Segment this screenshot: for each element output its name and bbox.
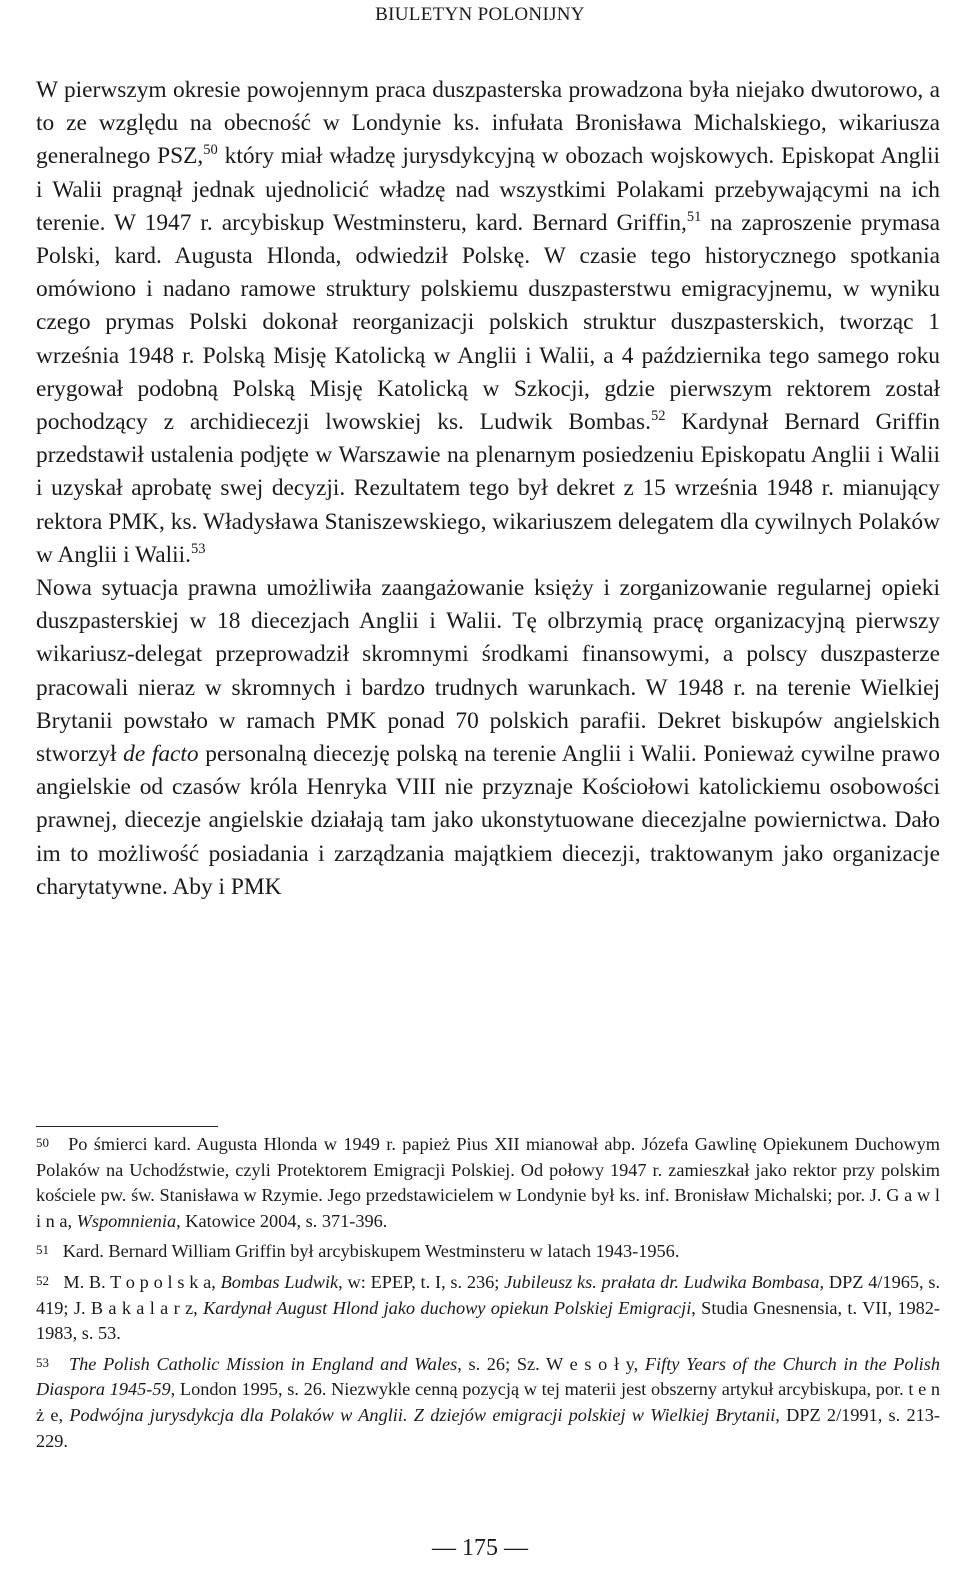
running-header: BIULETYN POLONIJNY [375, 4, 585, 25]
text-run: W pierwszym okresie powojennym praca duszpasterska prowadzona była niejako dwutorowo, a to ze względu na obecność w Londynie ks. infułata Bronisława Michalskiego, wikariusza generalnego PSZ, [36, 77, 940, 170]
text-run: , Katowice 2004, s. 371-396. [176, 1210, 388, 1231]
footnote-ref-53[interactable]: 53 [190, 541, 206, 558]
italic-term: de facto [123, 741, 199, 768]
footnote-53 [36, 1352, 940, 1454]
footnote-50 [36, 1132, 940, 1234]
author-name: t e n ż e [36, 1379, 940, 1425]
text-run: DPZ 2/1991, s. 213-229. [36, 1404, 941, 1451]
text-run: na zaproszenie prymasa Polski, kard. Augusta Hlonda, odwiedził Polskę. W czasie tego historycznego spotkania omówiono i nadano ramowe struktury polskiemu duszpasterstwu emigracyjnemu, w wyniku czego prymas Polski dokonał reorganizacji polskich struktur duszpasterskich, tworząc 1 września 1948 r. Polską Misję Katolicką w Anglii i Walii, a 4 października tego samego roku erygował podobną Polską Misję Katolicką w Szkocji, gdzie pierwszym rektorem został pochodzący z archidiecezji lwowskiej ks. Ludwik Bombas. [36, 209, 940, 436]
text-run: , [633, 1353, 645, 1374]
footnote-ref-51[interactable]: 51 [686, 209, 702, 226]
text-run: , London 1995, s. 26. Niezwykle cenną pozycją w tej materii jest obszerny artykuł arcybiskupa, por. [170, 1379, 909, 1400]
text-run: Kard. Bernard William Griffin był arcybiskupem Westminsteru w latach 1943-1956. [62, 1241, 680, 1262]
text-run: Po śmierci kard. Augusta Hlonda w 1949 r. papież Pius XII mianował abp. Józefa Gawlinę Opiekunem Duchowym Polaków na Uchodźstwie, czyli Protektorem Emigracji Polskiej. Od połowy 1947 r. zamieszkał jako rektor przy polskim kościele pw. św. Stanisława w Rzymie. Jego przedstawicielem w Londynie był ks. inf. Bronisław Michalski; por. J. [36, 1134, 940, 1206]
footnotes [36, 1132, 940, 1454]
author-name: T o p o l s k a [110, 1271, 212, 1292]
footnote-number: 52 [36, 1272, 49, 1288]
text-run: , Studia Gnesnensia, t. VII, 1982-1983, s. 53. [36, 1297, 941, 1344]
text-run: Kardynał Bernard Griffin przedstawił ustalenia podjęte w Warszawie na plenarnym posiedzeniu Episkopatu Anglii i Walii i uzyskał aprobatę swej decyzji. Rezultatem tego był dekret z 15 września 1948 r. mianujący rektora PMK, ks. Władysława Staniszewskiego, wikariuszem delegatem dla cywilnych Polaków w Anglii i Walii. [36, 409, 941, 568]
paragraph-2 [36, 572, 940, 904]
text-run: , w: EPEP, t. I, s. 236; [338, 1271, 505, 1292]
title-italic: Jubileusz ks. prałata dr. Ludwika Bombasa [504, 1271, 820, 1292]
text-run: , [193, 1297, 204, 1318]
footnote-51 [36, 1239, 940, 1265]
footnote-number: 51 [36, 1242, 49, 1258]
footnote-ref-52[interactable]: 52 [650, 408, 666, 425]
paragraph-1 [36, 74, 940, 572]
text-run: , s. 26; Sz. [457, 1353, 546, 1374]
text-run: , [211, 1271, 221, 1292]
text-run: M. B. [63, 1271, 111, 1292]
title-italic: Podwójna jurysdykcja dla Polaków w Anglii. Z dziejów emigracji polskiej w Wielkiej Brytanii, [69, 1404, 780, 1425]
title-italic: Bombas Ludwik [220, 1271, 339, 1292]
text-run: Nowa sytuacja prawna umożliwiła zaangażowanie księży i zorganizowanie regularnej opieki duszpasterskiej w 18 diecezjach Anglii i Walii. Tę olbrzymią pracę organizacyjną pierwszy wikariusz-delegat przeprowadził skromnymi środkami finansowymi, a polscy duszpasterze pracowali nieraz w skromnych i bardzo trudnych warunkach. W 1948 r. na terenie Wielkiej Brytanii powstało w ramach PMK ponad 70 polskich parafii. Dekret biskupów angielskich stworzył [36, 575, 940, 768]
text-run: personalną diecezję polską na terenie Anglii i Walii. Ponieważ cywilne prawo angielskie od czasów króla Henryka VIII nie przyznaje Kościołowi katolickiemu osobowości prawnej, diecezje angielskie działają tam jako ukonstytuowane diecezjalne powiernictwa. Dało im to możliwość posiadania i zarządzania majątkiem diecezji, traktowanym jako organizacje charytatywne. Aby i PMK [36, 741, 940, 900]
title-italic: The Polish Catholic Mission in England and Wales [68, 1353, 458, 1374]
text-run: , DPZ 4/1965, s. 419; J. [36, 1271, 941, 1318]
footnote-number: 50 [36, 1135, 49, 1150]
footnote-separator [36, 1126, 218, 1127]
text-run: , [58, 1404, 70, 1425]
author-name: W e s o ł y [546, 1353, 634, 1374]
text-run: , [67, 1210, 77, 1231]
author-name: B a k a l a r z [90, 1297, 194, 1318]
main-text [36, 74, 940, 904]
footnote-52 [36, 1270, 940, 1347]
author-name: G a w l i n a [36, 1185, 940, 1231]
footnote-number: 53 [36, 1354, 49, 1370]
page-number: — 175 — [432, 1535, 528, 1561]
title-italic: Fifty Years of the Church in the Polish Diaspora 1945-59 [36, 1353, 940, 1400]
text-run: który miał władzę jurysdykcyjną w obozach wojskowych. Episkopat Anglii i Walii pragnął jednak ujednolicić władzę nad wszystkimi Polakami przebywającymi na ich terenie. W 1947 r. arcybiskup Westminsteru, kard. Bernard Griffin, [36, 143, 941, 236]
title-italic: Wspomnienia [76, 1210, 177, 1231]
title-italic: Kardynał August Hlond jako duchowy opiekun Polskiej Emigracji [203, 1297, 692, 1318]
footnote-ref-50[interactable]: 50 [203, 142, 218, 159]
